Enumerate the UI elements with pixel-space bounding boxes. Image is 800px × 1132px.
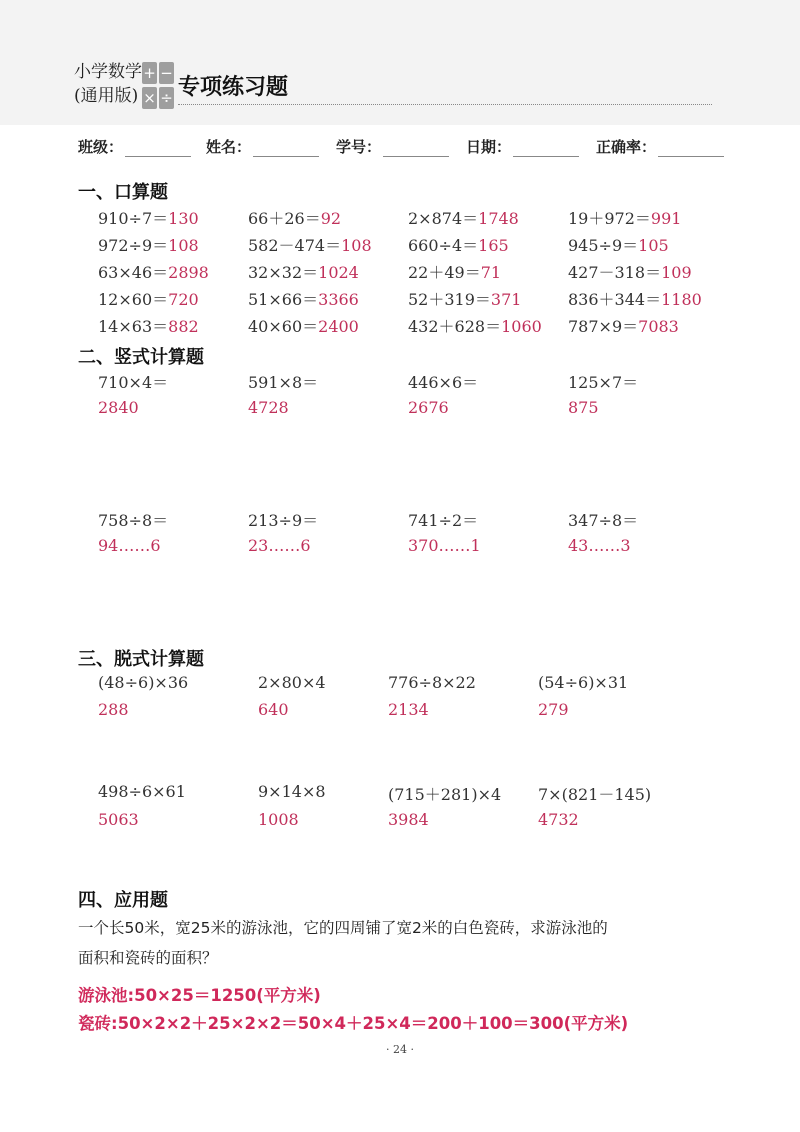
section-title-stepwise: 三、脱式计算题 xyxy=(78,649,204,670)
oral-problem: 22＋49＝71 xyxy=(408,263,502,282)
application-solution-pool: 游泳池:50×25＝1250(平方米) xyxy=(78,986,321,1005)
vertical-problem: 710×4＝ xyxy=(98,373,169,392)
plus-icon: + xyxy=(143,64,156,82)
section-title-application: 四、应用题 xyxy=(78,890,168,911)
oral-problem: 2×874＝1748 xyxy=(408,209,519,228)
stepwise-answer: 640 xyxy=(258,700,289,719)
page-number: · 24 · xyxy=(386,1043,414,1056)
oral-problem: 660÷4＝165 xyxy=(408,236,509,255)
vertical-problem: 347÷8＝ xyxy=(568,511,639,530)
stepwise-problem: (715＋281)×4 xyxy=(388,785,502,804)
stepwise-problem: 498÷6×61 xyxy=(98,782,186,801)
oral-problem: 582－474＝108 xyxy=(248,236,372,255)
section-title-vertical: 二、竖式计算题 xyxy=(78,347,204,368)
stepwise-problem: 7×(821－145) xyxy=(538,785,652,804)
page-title: 专项练习题 xyxy=(178,75,289,100)
application-problem-line1: 一个长50米，宽25米的游泳池，它的四周铺了宽2米的白色瓷砖，求游泳池的 xyxy=(78,919,608,937)
oral-problem: 14×63＝882 xyxy=(98,317,199,336)
vertical-answer: 370……1 xyxy=(408,536,481,555)
stepwise-answer: 2134 xyxy=(388,700,429,719)
stepwise-answer: 279 xyxy=(538,700,569,719)
class-blank[interactable] xyxy=(125,140,191,157)
stepwise-answer: 4732 xyxy=(538,810,579,829)
vertical-answer: 2840 xyxy=(98,398,139,417)
application-solution-tiles: 瓷砖:50×2×2＋25×2×2＝50×4＋25×4＝200＋100＝300(平方米) xyxy=(78,1014,629,1033)
vertical-problem: 213÷9＝ xyxy=(248,511,319,530)
oral-problem: 972÷9＝108 xyxy=(98,236,199,255)
date-blank[interactable] xyxy=(513,140,579,157)
application-problem-line2: 面积和瓷砖的面积？ xyxy=(78,949,218,967)
stepwise-problem: 776÷8×22 xyxy=(388,673,476,692)
stepwise-problem: 2×80×4 xyxy=(258,673,326,692)
stepwise-answer: 288 xyxy=(98,700,129,719)
oral-problem: 787×9＝7083 xyxy=(568,317,679,336)
vertical-problem: 446×6＝ xyxy=(408,373,479,392)
oral-problem: 427－318＝109 xyxy=(568,263,692,282)
oral-problem: 66＋26＝92 xyxy=(248,209,342,228)
vertical-answer: 43……3 xyxy=(568,536,631,555)
vertical-problem: 758÷8＝ xyxy=(98,511,169,530)
oral-problem: 32×32＝1024 xyxy=(248,263,359,282)
divide-icon: ÷ xyxy=(160,89,173,107)
vertical-answer: 875 xyxy=(568,398,599,417)
vertical-problem: 741÷2＝ xyxy=(408,511,479,530)
oral-problem: 63×46＝2898 xyxy=(98,263,209,282)
vertical-problem: 591×8＝ xyxy=(248,373,319,392)
times-icon: × xyxy=(143,89,156,107)
vertical-answer: 94……6 xyxy=(98,536,161,555)
book-edition: (通用版) xyxy=(74,86,139,106)
oral-problem: 51×66＝3366 xyxy=(248,290,359,309)
stepwise-answer: 1008 xyxy=(258,810,299,829)
minus-icon: − xyxy=(160,64,173,82)
field-student-id: 学号： xyxy=(336,136,449,157)
accuracy-blank[interactable] xyxy=(658,140,724,157)
oral-problem: 52＋319＝371 xyxy=(408,290,522,309)
vertical-problem: 125×7＝ xyxy=(568,373,639,392)
student-info-fields xyxy=(0,136,800,160)
field-date: 日期： xyxy=(466,136,579,157)
header-divider xyxy=(178,104,712,105)
vertical-answer: 2676 xyxy=(408,398,449,417)
book-title: 小学数学 xyxy=(74,62,142,82)
field-accuracy: 正确率： xyxy=(596,136,724,157)
oral-problem: 945÷9＝105 xyxy=(568,236,669,255)
vertical-answer: 4728 xyxy=(248,398,289,417)
oral-problem: 12×60＝720 xyxy=(98,290,199,309)
oral-problem: 836＋344＝1180 xyxy=(568,290,702,309)
field-name: 姓名： xyxy=(206,136,319,157)
section-title-oral: 一、口算题 xyxy=(78,182,168,203)
stepwise-answer: 3984 xyxy=(388,810,429,829)
vertical-answer: 23……6 xyxy=(248,536,311,555)
operator-icons xyxy=(142,62,174,110)
stepwise-answer: 5063 xyxy=(98,810,139,829)
student-id-blank[interactable] xyxy=(383,140,449,157)
oral-problem: 910÷7＝130 xyxy=(98,209,199,228)
book-series-label xyxy=(74,60,142,108)
oral-problem: 432＋628＝1060 xyxy=(408,317,542,336)
name-blank[interactable] xyxy=(253,140,319,157)
oral-problem: 40×60＝2400 xyxy=(248,317,359,336)
field-class: 班级： xyxy=(78,136,191,157)
stepwise-problem: 9×14×8 xyxy=(258,782,326,801)
stepwise-problem: (54÷6)×31 xyxy=(538,673,629,692)
stepwise-problem: (48÷6)×36 xyxy=(98,673,189,692)
oral-problem: 19＋972＝991 xyxy=(568,209,682,228)
